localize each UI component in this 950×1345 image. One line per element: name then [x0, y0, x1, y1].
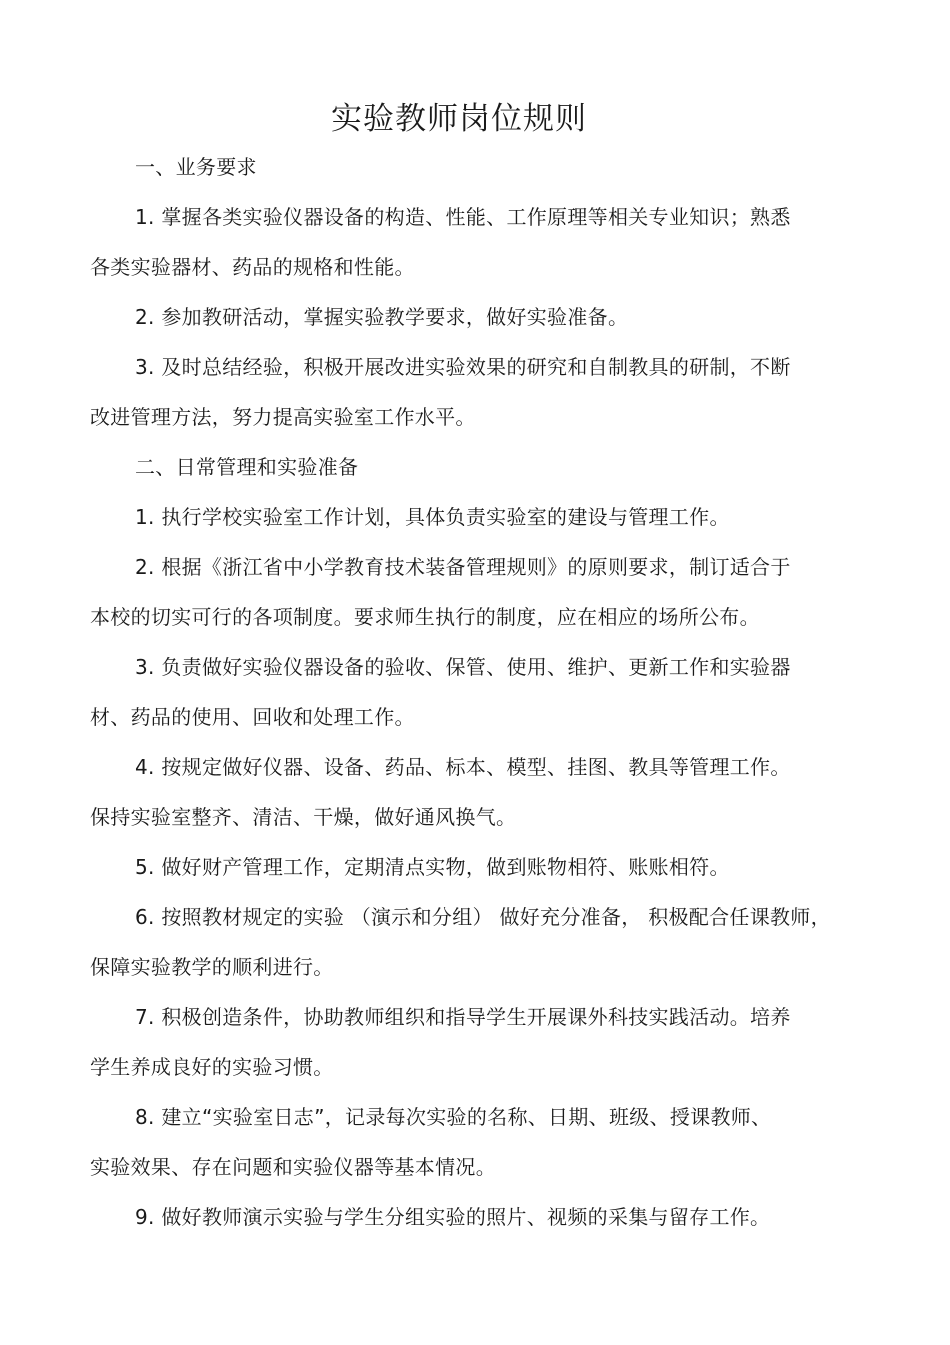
paragraph-line: 改进管理方法，努力提高实验室工作水平。	[90, 405, 476, 429]
paragraph-line: 各类实验器材、药品的规格和性能。	[90, 255, 415, 279]
paragraph-line: 1. 执行学校实验室工作计划，具体负责实验室的建设与管理工作。	[135, 505, 730, 529]
paragraph-line: 保持实验室整齐、清洁、干燥，做好通风换气。	[90, 805, 517, 829]
paragraph-line: 2. 参加教研活动，掌握实验教学要求，做好实验准备。	[135, 305, 629, 329]
paragraph-line: 9. 做好教师演示实验与学生分组实验的照片、视频的采集与留存工作。	[135, 1205, 771, 1229]
paragraph-line: 3. 负责做好实验仪器设备的验收、保管、使用、维护、更新工作和实验器	[135, 655, 791, 679]
paragraph-line: 4. 按规定做好仪器、设备、药品、标本、模型、挂图、教具等管理工作。	[135, 755, 791, 779]
paragraph-line: 本校的切实可行的各项制度。要求师生执行的制度，应在相应的场所公布。	[90, 605, 760, 629]
paragraph-line: 3. 及时总结经验，积极开展改进实验效果的研究和自制教具的研制，不断	[135, 355, 791, 379]
paragraph-line: 2. 根据《浙江省中小学教育技术装备管理规则》的原则要求，制订适合于	[135, 555, 791, 579]
paragraph-line: 5. 做好财产管理工作，定期清点实物，做到账物相符、账账相符。	[135, 855, 730, 879]
paragraph-line: 7. 积极创造条件，协助教师组织和指导学生开展课外科技实践活动。培养	[135, 1005, 791, 1029]
paragraph-line: 材、药品的使用、回收和处理工作。	[90, 705, 415, 729]
paragraph-line: 8. 建立“实验室日志”，记录每次实验的名称、日期、班级、授课教师、	[135, 1105, 772, 1129]
section-heading: 一、业务要求	[135, 155, 257, 179]
paragraph-line: 学生养成良好的实验习惯。	[90, 1055, 334, 1079]
paragraph-line: 实验效果、存在问题和实验仪器等基本情况。	[90, 1155, 496, 1179]
paragraph-line: 6. 按照教材规定的实验 （演示和分组） 做好充分准备， 积极配合任课教师，	[135, 905, 831, 929]
document-title: 实验教师岗位规则	[331, 101, 587, 137]
paragraph-line: 1. 掌握各类实验仪器设备的构造、性能、工作原理等相关专业知识；熟悉	[135, 205, 791, 229]
section-heading: 二、日常管理和实验准备	[135, 455, 359, 479]
paragraph-line: 保障实验教学的顺利进行。	[90, 955, 334, 979]
